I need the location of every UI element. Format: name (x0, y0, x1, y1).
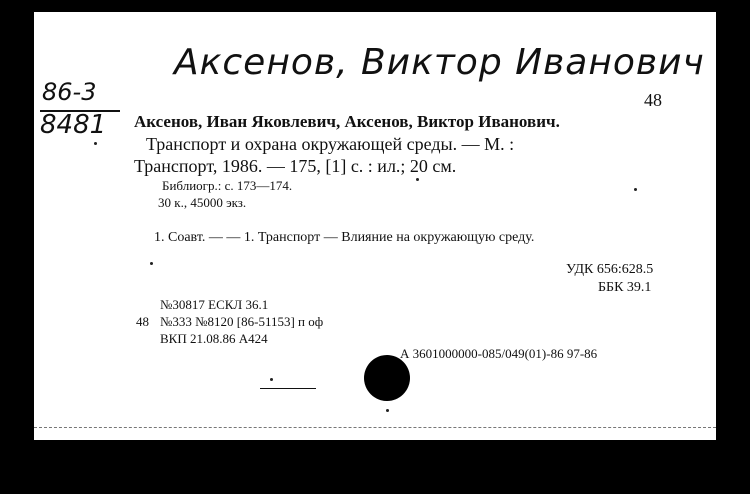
handwritten-shelf-number-bottom: 8481 (40, 110, 107, 140)
bibliography-note: Библиогр.: с. 173—174. (162, 178, 293, 193)
title-line-2: Транспорт, 1986. — 175, [1] с. : ил.; 20 см. (134, 156, 457, 176)
record-line-3: ВКП 21.08.86 А424 (160, 331, 268, 346)
card-heading: Аксенов, Иван Яковлевич, Аксенов, Виктор Иванович. (134, 112, 560, 131)
punch-hole (364, 355, 410, 401)
bbk-code: ББК 39.1 (598, 280, 652, 295)
record-line-2: №333 №8120 [86-51153] п оф (160, 314, 324, 329)
catalog-card (34, 12, 716, 440)
card-number: 48 (644, 90, 662, 110)
udk-code: УДК 656:628.5 (566, 262, 654, 277)
bottom-short-rule (260, 388, 316, 389)
speck (386, 409, 389, 412)
print-run: 30 к., 45000 экз. (158, 195, 247, 210)
speck (270, 378, 273, 381)
speck (634, 188, 637, 191)
speck (150, 262, 153, 265)
index-code: А 3601000000-085/049(01)-86 97-86 (400, 346, 598, 361)
subject-headings: 1. Соавт. — — 1. Транспорт — Влияние на окружающую среду. (154, 230, 535, 245)
record-line-2-prefix: 48 (136, 314, 149, 329)
record-line-1: №30817 ЕСКЛ 36.1 (160, 297, 269, 312)
card-bottom-edge (34, 427, 716, 428)
speck (94, 142, 97, 145)
speck (416, 178, 419, 181)
title-line-1: Транспорт и охрана окружающей среды. — М. : (146, 134, 515, 154)
handwritten-author-name: Аксенов, Виктор Иванович (174, 42, 705, 83)
handwritten-shelf-number-top: 86-3 (42, 78, 97, 106)
